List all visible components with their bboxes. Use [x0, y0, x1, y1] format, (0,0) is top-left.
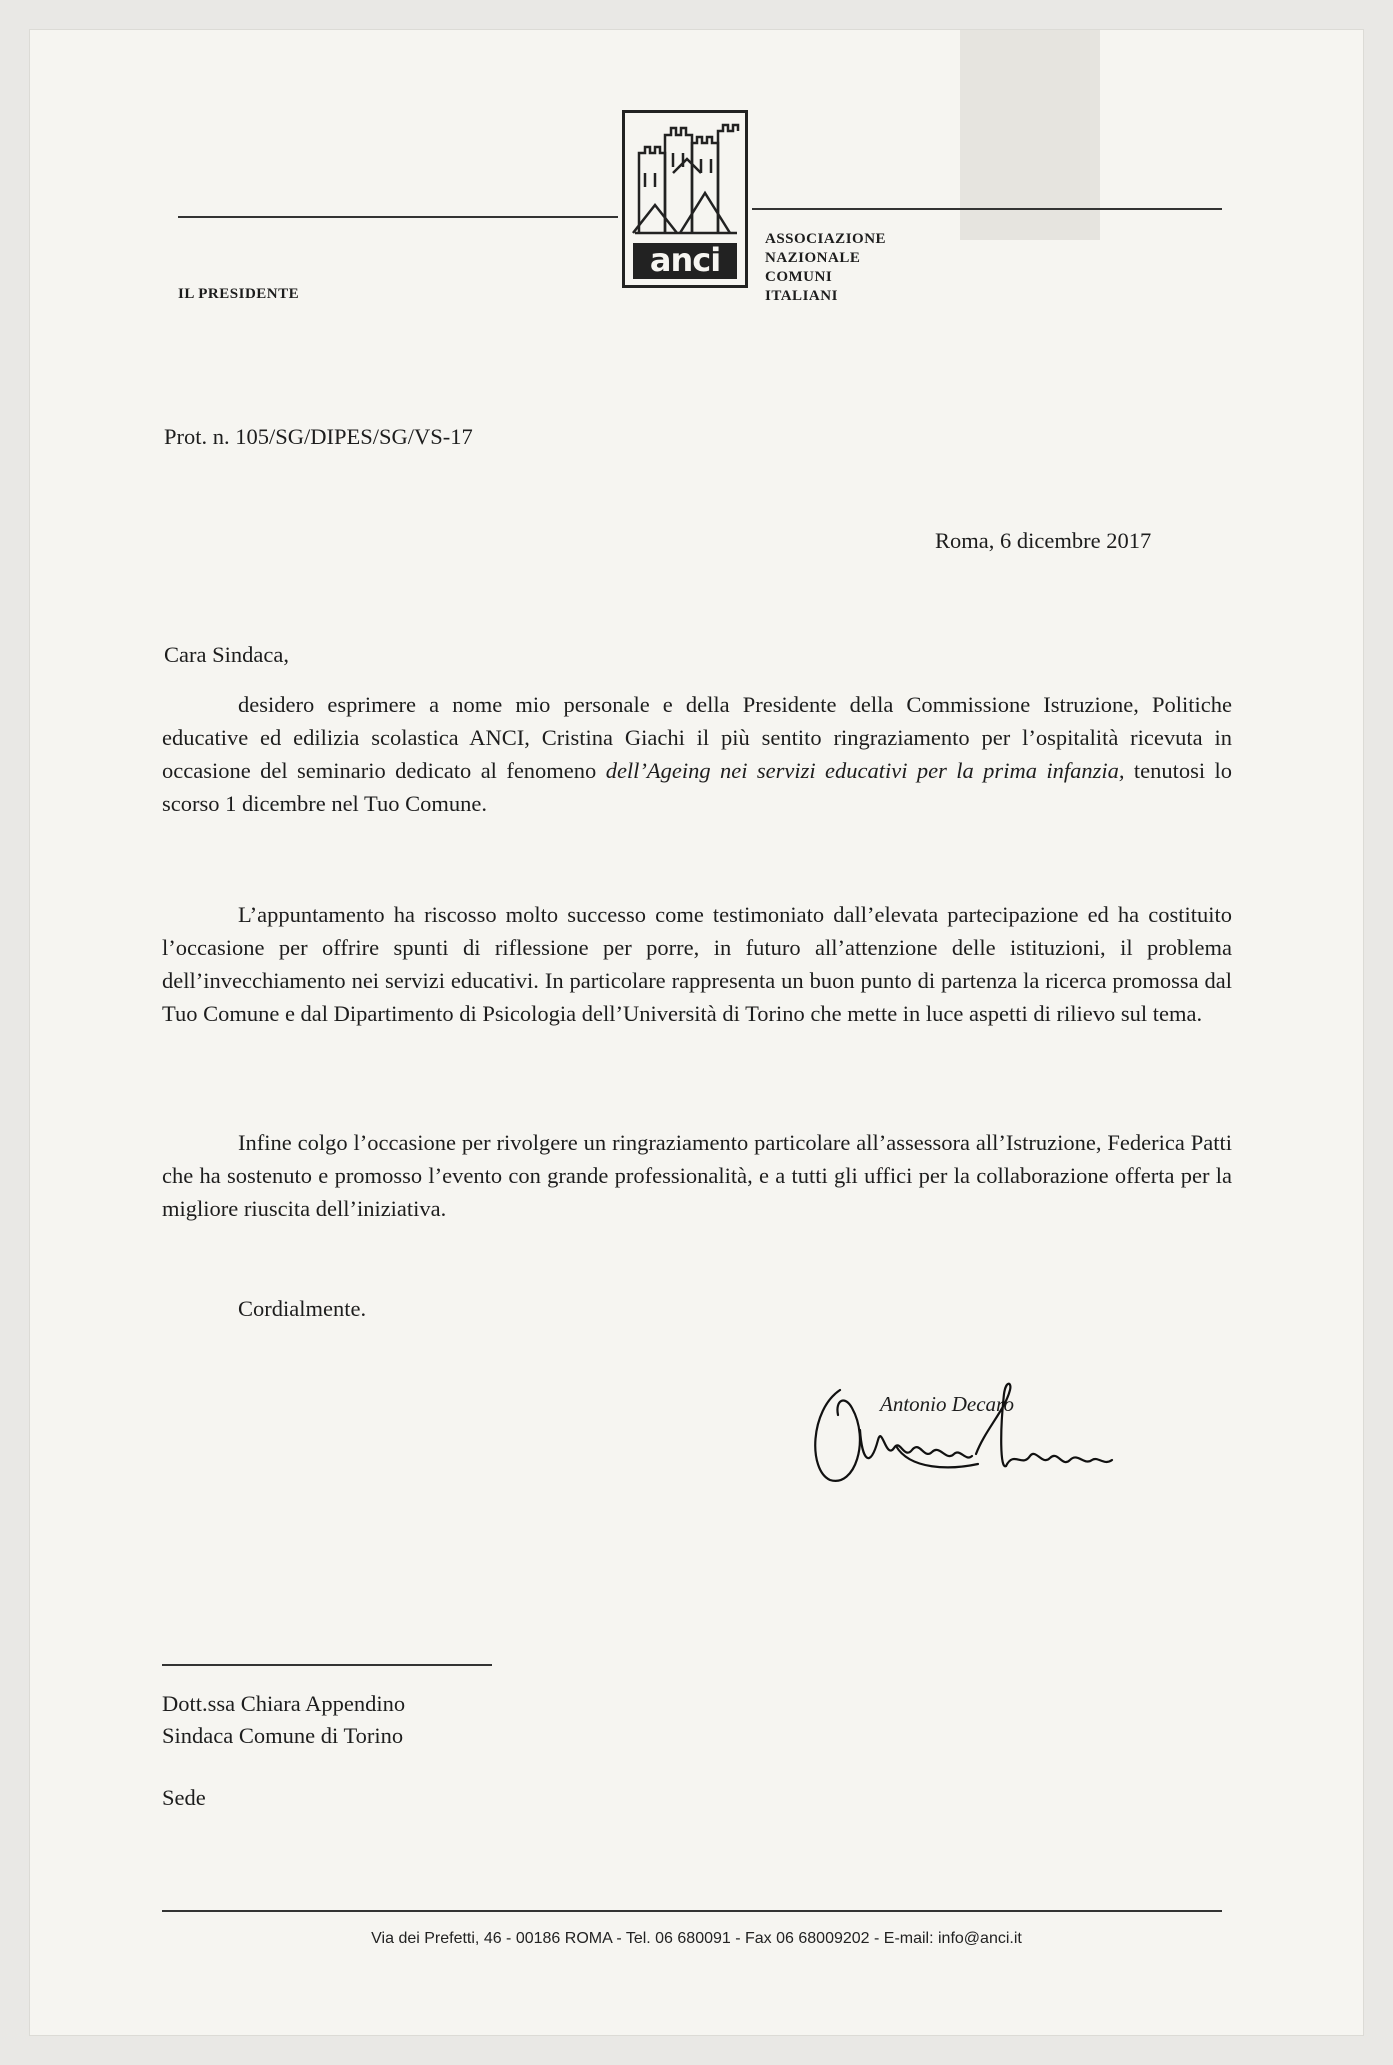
paragraph-1-text: desidero esprimere a nome mio personale e della Presidente della Commissione Istruzione, Politiche educative ed edilizia scolastica ANCI, Cristina Giachi il più sentito ringraziamento per l’ospitalità ricevuta in occasione del seminario dedicato al fenomeno	[162, 692, 1232, 783]
anci-logo-icon	[622, 110, 748, 288]
paragraph-1-end: tenutosi lo scorso 1 dicembre nel Tuo Comune.	[162, 758, 1232, 816]
salutation: Cara Sindaca,	[164, 642, 289, 667]
association-name	[765, 230, 886, 306]
president-label: IL PRESIDENTE	[178, 286, 300, 302]
protocol-number: Prot. n. 105/SG/DIPES/SG/VS-17	[164, 424, 473, 449]
date-line: Roma, 6 dicembre 2017	[935, 528, 1152, 553]
recipient-block	[162, 1688, 405, 1814]
signature-name: Antonio Decaro	[880, 1392, 1014, 1416]
footer-contact: Via dei Prefetti, 46 - 00186 ROMA - Tel. 06 680091 - Fax 06 68009202 - E-mail: info@anci.it	[371, 1930, 1022, 1947]
association-line: ITALIANI	[765, 288, 838, 304]
logo-wordmark: anci	[633, 243, 737, 279]
header-rule-right	[752, 208, 1222, 210]
recipient-name: Dott.ssa Chiara Appendino	[162, 1691, 406, 1716]
handwritten-signature	[800, 1370, 1140, 1490]
paragraph-3-text: Infine colgo l’occasione per rivolgere un ringraziamento particolare all’assessora all’Istruzione, Federica Patti che ha sostenuto e promosso l’evento con grande professionalità, e a tutti gli uffici per la collaborazione offerta per la migliore riuscita dell’iniziativa.	[162, 1130, 1232, 1221]
paragraph-2-text: L’appuntamento ha riscosso molto successo come testimoniato dall’elevata partecipazione ed ha costituito l’occasione per offrire spunti di riflessione per porre, in futuro all’attenzione delle istituzioni, il problema dell’invecchiamento nei servizi educativi. In particolare rappresenta un buon punto di partenza la ricerca promossa dal Tuo Comune e dal Dipartimento di Psicologia dell’Università di Torino che mette in luce aspetti di rilievo sul tema.	[162, 902, 1232, 1026]
recipient-location: Sede	[162, 1785, 206, 1810]
association-line: COMUNI	[765, 269, 833, 285]
recipient-rule	[162, 1664, 492, 1666]
association-line: NAZIONALE	[765, 250, 861, 266]
recipient-role: Sindaca Comune di Torino	[162, 1723, 404, 1748]
letter-page	[30, 30, 1363, 2035]
paragraph-3	[162, 1126, 1232, 1225]
paragraph-1	[162, 688, 1232, 820]
header-rule-left	[178, 216, 618, 218]
association-line: ASSOCIAZIONE	[765, 231, 887, 247]
paragraph-1-italic: dell’Ageing nei servizi educativi per la prima infanzia,	[605, 758, 1125, 783]
footer-rule	[162, 1910, 1222, 1912]
paragraph-2	[162, 898, 1232, 1030]
castle-towers-icon	[625, 113, 745, 243]
closing: Cordialmente.	[238, 1296, 367, 1321]
